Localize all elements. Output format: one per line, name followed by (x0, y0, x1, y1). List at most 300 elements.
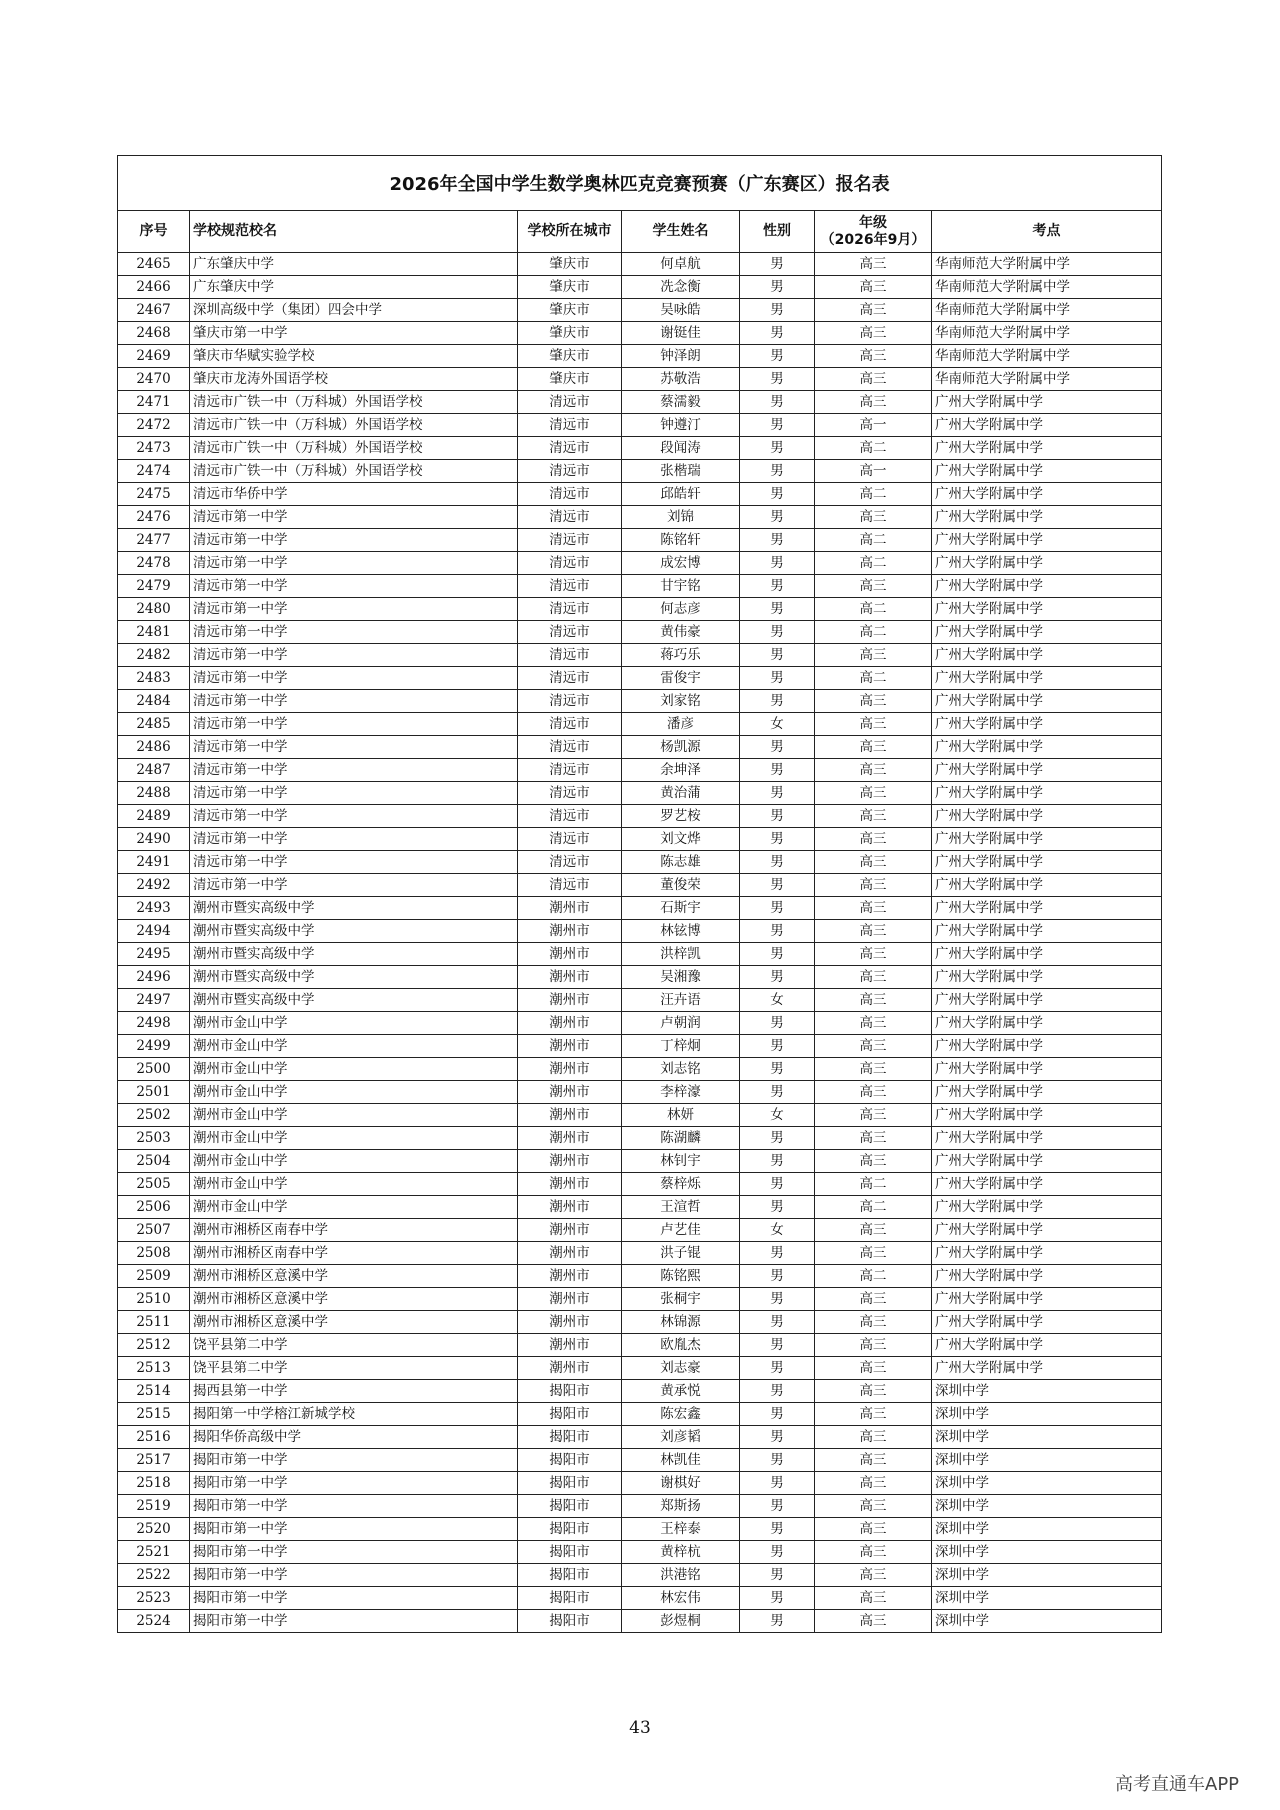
cell-seq: 2488 (118, 782, 190, 805)
cell-grade: 高三 (815, 1564, 932, 1587)
cell-venue: 广州大学附属中学 (932, 897, 1162, 920)
cell-venue: 广州大学附属中学 (932, 1150, 1162, 1173)
cell-seq: 2501 (118, 1081, 190, 1104)
cell-name: 蔡梓烁 (622, 1173, 740, 1196)
table-row (118, 759, 1162, 782)
cell-name: 董俊荣 (622, 874, 740, 897)
cell-seq: 2468 (118, 322, 190, 345)
cell-city: 清远市 (518, 460, 622, 483)
cell-school: 潮州市暨实高级中学 (190, 897, 518, 920)
cell-venue: 深圳中学 (932, 1426, 1162, 1449)
cell-school: 揭阳市第一中学 (190, 1518, 518, 1541)
table-row (118, 1219, 1162, 1242)
cell-grade: 高三 (815, 759, 932, 782)
cell-venue: 广州大学附属中学 (932, 437, 1162, 460)
cell-gender: 男 (740, 1403, 815, 1426)
cell-school: 揭西县第一中学 (190, 1380, 518, 1403)
cell-venue: 广州大学附属中学 (932, 391, 1162, 414)
table-row (118, 782, 1162, 805)
cell-gender: 男 (740, 460, 815, 483)
cell-seq: 2482 (118, 644, 190, 667)
table-row (118, 1150, 1162, 1173)
registration-sheet (117, 155, 1161, 1633)
cell-grade: 高三 (815, 1012, 932, 1035)
table-row (118, 1472, 1162, 1495)
table-row (118, 1495, 1162, 1518)
cell-school: 清远市第一中学 (190, 736, 518, 759)
cell-city: 潮州市 (518, 1035, 622, 1058)
table-row (118, 989, 1162, 1012)
cell-gender: 男 (740, 1150, 815, 1173)
cell-gender: 男 (740, 1449, 815, 1472)
cell-name: 林钊宇 (622, 1150, 740, 1173)
cell-grade: 高三 (815, 1541, 932, 1564)
cell-grade: 高三 (815, 897, 932, 920)
cell-name: 林锦源 (622, 1311, 740, 1334)
cell-name: 洪子锟 (622, 1242, 740, 1265)
cell-name: 陈铭熙 (622, 1265, 740, 1288)
cell-seq: 2465 (118, 253, 190, 276)
cell-gender: 男 (740, 253, 815, 276)
table-row (118, 1541, 1162, 1564)
cell-seq: 2510 (118, 1288, 190, 1311)
table-row (118, 575, 1162, 598)
cell-seq: 2522 (118, 1564, 190, 1587)
cell-grade: 高三 (815, 1035, 932, 1058)
cell-gender: 男 (740, 483, 815, 506)
cell-school: 清远市第一中学 (190, 575, 518, 598)
cell-seq: 2495 (118, 943, 190, 966)
cell-seq: 2508 (118, 1242, 190, 1265)
cell-school: 揭阳市第一中学 (190, 1472, 518, 1495)
table-row (118, 943, 1162, 966)
table-row (118, 1104, 1162, 1127)
cell-school: 广东肇庆中学 (190, 276, 518, 299)
table-row (118, 598, 1162, 621)
cell-gender: 男 (740, 1610, 815, 1633)
cell-seq: 2506 (118, 1196, 190, 1219)
cell-gender: 男 (740, 966, 815, 989)
cell-seq: 2494 (118, 920, 190, 943)
cell-gender: 男 (740, 851, 815, 874)
cell-venue: 广州大学附属中学 (932, 1357, 1162, 1380)
cell-seq: 2473 (118, 437, 190, 460)
cell-school: 揭阳市第一中学 (190, 1541, 518, 1564)
table-row (118, 345, 1162, 368)
cell-seq: 2489 (118, 805, 190, 828)
cell-grade: 高三 (815, 713, 932, 736)
cell-name: 刘文烨 (622, 828, 740, 851)
cell-name: 雷俊宇 (622, 667, 740, 690)
cell-grade: 高三 (815, 943, 932, 966)
cell-seq: 2521 (118, 1541, 190, 1564)
cell-grade: 高三 (815, 1449, 932, 1472)
cell-grade: 高三 (815, 1288, 932, 1311)
cell-name: 冼念衡 (622, 276, 740, 299)
cell-gender: 男 (740, 1081, 815, 1104)
cell-seq: 2518 (118, 1472, 190, 1495)
cell-school: 清远市第一中学 (190, 621, 518, 644)
cell-city: 潮州市 (518, 1196, 622, 1219)
table-row (118, 529, 1162, 552)
table-row (118, 805, 1162, 828)
cell-grade: 高二 (815, 1196, 932, 1219)
table-row (118, 713, 1162, 736)
cell-school: 清远市第一中学 (190, 874, 518, 897)
cell-gender: 男 (740, 368, 815, 391)
cell-school: 揭阳华侨高级中学 (190, 1426, 518, 1449)
table-row (118, 391, 1162, 414)
cell-name: 邱皓轩 (622, 483, 740, 506)
table-row (118, 1012, 1162, 1035)
cell-name: 林妍 (622, 1104, 740, 1127)
cell-school: 潮州市金山中学 (190, 1035, 518, 1058)
cell-seq: 2513 (118, 1357, 190, 1380)
cell-gender: 男 (740, 414, 815, 437)
table-row (118, 1173, 1162, 1196)
cell-name: 张桐宇 (622, 1288, 740, 1311)
cell-grade: 高三 (815, 782, 932, 805)
cell-seq: 2475 (118, 483, 190, 506)
cell-name: 王梓泰 (622, 1518, 740, 1541)
cell-venue: 广州大学附属中学 (932, 943, 1162, 966)
cell-city: 清远市 (518, 414, 622, 437)
cell-school: 揭阳市第一中学 (190, 1587, 518, 1610)
cell-city: 揭阳市 (518, 1495, 622, 1518)
cell-school: 清远市第一中学 (190, 667, 518, 690)
cell-school: 清远市第一中学 (190, 759, 518, 782)
cell-school: 清远市第一中学 (190, 782, 518, 805)
cell-venue: 深圳中学 (932, 1541, 1162, 1564)
cell-gender: 女 (740, 1104, 815, 1127)
cell-gender: 男 (740, 805, 815, 828)
table-row (118, 1610, 1162, 1633)
cell-grade: 高三 (815, 920, 932, 943)
cell-city: 潮州市 (518, 966, 622, 989)
cell-city: 清远市 (518, 644, 622, 667)
cell-grade: 高三 (815, 851, 932, 874)
cell-name: 罗艺桉 (622, 805, 740, 828)
cell-name: 苏敬浩 (622, 368, 740, 391)
cell-name: 黄伟豪 (622, 621, 740, 644)
table-row (118, 920, 1162, 943)
cell-city: 潮州市 (518, 1150, 622, 1173)
cell-seq: 2469 (118, 345, 190, 368)
table-row (118, 1357, 1162, 1380)
cell-seq: 2499 (118, 1035, 190, 1058)
header-venue: 考点 (932, 211, 1162, 253)
cell-grade: 高三 (815, 391, 932, 414)
cell-grade: 高三 (815, 644, 932, 667)
cell-school: 潮州市湘桥区意溪中学 (190, 1311, 518, 1334)
cell-city: 潮州市 (518, 1127, 622, 1150)
cell-gender: 男 (740, 575, 815, 598)
cell-name: 刘锦 (622, 506, 740, 529)
cell-city: 揭阳市 (518, 1472, 622, 1495)
cell-gender: 男 (740, 1196, 815, 1219)
cell-city: 清远市 (518, 483, 622, 506)
cell-name: 吴咏皓 (622, 299, 740, 322)
table-row (118, 276, 1162, 299)
cell-name: 林宏伟 (622, 1587, 740, 1610)
cell-venue: 深圳中学 (932, 1564, 1162, 1587)
cell-name: 潘彦 (622, 713, 740, 736)
cell-name: 林凯佳 (622, 1449, 740, 1472)
cell-gender: 男 (740, 391, 815, 414)
cell-venue: 广州大学附属中学 (932, 1334, 1162, 1357)
cell-city: 揭阳市 (518, 1380, 622, 1403)
cell-grade: 高二 (815, 621, 932, 644)
cell-seq: 2484 (118, 690, 190, 713)
cell-grade: 高二 (815, 437, 932, 460)
cell-school: 潮州市湘桥区南春中学 (190, 1219, 518, 1242)
cell-school: 潮州市湘桥区意溪中学 (190, 1288, 518, 1311)
table-title: 2026年全国中学生数学奥林匹克竞赛预赛（广东赛区）报名表 (118, 156, 1162, 211)
cell-grade: 高三 (815, 1150, 932, 1173)
cell-venue: 广州大学附属中学 (932, 667, 1162, 690)
cell-school: 揭阳市第一中学 (190, 1449, 518, 1472)
cell-grade: 高三 (815, 1104, 932, 1127)
cell-city: 清远市 (518, 690, 622, 713)
cell-city: 肇庆市 (518, 368, 622, 391)
cell-city: 肇庆市 (518, 276, 622, 299)
cell-city: 清远市 (518, 529, 622, 552)
cell-seq: 2523 (118, 1587, 190, 1610)
cell-name: 刘彦韬 (622, 1426, 740, 1449)
cell-gender: 男 (740, 1564, 815, 1587)
cell-venue: 华南师范大学附属中学 (932, 345, 1162, 368)
table-row (118, 253, 1162, 276)
header-school: 学校规范校名 (190, 211, 518, 253)
cell-seq: 2491 (118, 851, 190, 874)
cell-venue: 广州大学附属中学 (932, 1288, 1162, 1311)
cell-school: 清远市第一中学 (190, 529, 518, 552)
table-row (118, 1426, 1162, 1449)
cell-gender: 男 (740, 1541, 815, 1564)
cell-city: 潮州市 (518, 920, 622, 943)
cell-venue: 广州大学附属中学 (932, 414, 1162, 437)
cell-seq: 2471 (118, 391, 190, 414)
cell-grade: 高二 (815, 483, 932, 506)
cell-seq: 2517 (118, 1449, 190, 1472)
cell-venue: 广州大学附属中学 (932, 920, 1162, 943)
cell-venue: 华南师范大学附属中学 (932, 368, 1162, 391)
cell-venue: 广州大学附属中学 (932, 851, 1162, 874)
cell-venue: 广州大学附属中学 (932, 1104, 1162, 1127)
cell-name: 蔡濡毅 (622, 391, 740, 414)
cell-gender: 男 (740, 1495, 815, 1518)
cell-grade: 高三 (815, 575, 932, 598)
header-city: 学校所在城市 (518, 211, 622, 253)
cell-name: 丁梓炯 (622, 1035, 740, 1058)
cell-city: 揭阳市 (518, 1587, 622, 1610)
cell-venue: 广州大学附属中学 (932, 828, 1162, 851)
header-grade (815, 211, 932, 253)
cell-school: 潮州市金山中学 (190, 1150, 518, 1173)
cell-gender: 男 (740, 874, 815, 897)
cell-school: 饶平县第二中学 (190, 1357, 518, 1380)
table-row (118, 552, 1162, 575)
cell-school: 潮州市暨实高级中学 (190, 966, 518, 989)
cell-venue: 华南师范大学附属中学 (932, 276, 1162, 299)
table-row (118, 414, 1162, 437)
table-row (118, 1380, 1162, 1403)
cell-city: 潮州市 (518, 1058, 622, 1081)
cell-city: 揭阳市 (518, 1541, 622, 1564)
cell-seq: 2477 (118, 529, 190, 552)
header-grade-line2: （2026年9月） (820, 231, 926, 248)
cell-school: 饶平县第二中学 (190, 1334, 518, 1357)
cell-venue: 广州大学附属中学 (932, 1196, 1162, 1219)
cell-school: 清远市第一中学 (190, 598, 518, 621)
cell-name: 刘家铭 (622, 690, 740, 713)
cell-name: 王渲哲 (622, 1196, 740, 1219)
cell-school: 广东肇庆中学 (190, 253, 518, 276)
cell-seq: 2487 (118, 759, 190, 782)
table-row (118, 897, 1162, 920)
cell-grade: 高三 (815, 345, 932, 368)
cell-school: 潮州市金山中学 (190, 1058, 518, 1081)
cell-gender: 男 (740, 1127, 815, 1150)
cell-city: 潮州市 (518, 1104, 622, 1127)
table-row (118, 667, 1162, 690)
cell-venue: 深圳中学 (932, 1518, 1162, 1541)
cell-city: 清远市 (518, 874, 622, 897)
cell-venue: 广州大学附属中学 (932, 506, 1162, 529)
cell-grade: 高三 (815, 989, 932, 1012)
cell-school: 潮州市金山中学 (190, 1012, 518, 1035)
table-row (118, 1587, 1162, 1610)
cell-grade: 高三 (815, 1495, 932, 1518)
cell-seq: 2467 (118, 299, 190, 322)
cell-school: 潮州市暨实高级中学 (190, 989, 518, 1012)
cell-city: 潮州市 (518, 1081, 622, 1104)
cell-city: 清远市 (518, 851, 622, 874)
cell-name: 钟泽朗 (622, 345, 740, 368)
table-row (118, 483, 1162, 506)
cell-grade: 高三 (815, 1518, 932, 1541)
cell-city: 潮州市 (518, 943, 622, 966)
cell-gender: 男 (740, 782, 815, 805)
cell-school: 潮州市湘桥区意溪中学 (190, 1265, 518, 1288)
cell-seq: 2512 (118, 1334, 190, 1357)
cell-city: 清远市 (518, 805, 622, 828)
cell-school: 揭阳市第一中学 (190, 1495, 518, 1518)
cell-name: 石斯宇 (622, 897, 740, 920)
cell-seq: 2516 (118, 1426, 190, 1449)
cell-gender: 男 (740, 690, 815, 713)
cell-city: 潮州市 (518, 1334, 622, 1357)
cell-name: 吴湘豫 (622, 966, 740, 989)
cell-name: 黄梓杭 (622, 1541, 740, 1564)
cell-grade: 高三 (815, 966, 932, 989)
cell-city: 揭阳市 (518, 1426, 622, 1449)
cell-grade: 高三 (815, 253, 932, 276)
cell-name: 刘志豪 (622, 1357, 740, 1380)
cell-school: 揭阳市第一中学 (190, 1564, 518, 1587)
cell-seq: 2507 (118, 1219, 190, 1242)
cell-venue: 广州大学附属中学 (932, 805, 1162, 828)
cell-city: 揭阳市 (518, 1518, 622, 1541)
cell-school: 潮州市湘桥区南春中学 (190, 1242, 518, 1265)
cell-grade: 高三 (815, 1058, 932, 1081)
cell-seq: 2496 (118, 966, 190, 989)
cell-gender: 男 (740, 759, 815, 782)
cell-venue: 广州大学附属中学 (932, 1311, 1162, 1334)
table-row (118, 736, 1162, 759)
cell-city: 清远市 (518, 759, 622, 782)
header-row (118, 211, 1162, 253)
table-row (118, 1058, 1162, 1081)
table-row (118, 1127, 1162, 1150)
table-row (118, 1288, 1162, 1311)
cell-grade: 高三 (815, 1380, 932, 1403)
table-row (118, 1311, 1162, 1334)
cell-seq: 2502 (118, 1104, 190, 1127)
cell-name: 陈志雄 (622, 851, 740, 874)
cell-city: 清远市 (518, 828, 622, 851)
cell-city: 肇庆市 (518, 253, 622, 276)
cell-city: 肇庆市 (518, 345, 622, 368)
table-row (118, 874, 1162, 897)
cell-venue: 广州大学附属中学 (932, 644, 1162, 667)
cell-gender: 男 (740, 1357, 815, 1380)
cell-seq: 2504 (118, 1150, 190, 1173)
cell-city: 肇庆市 (518, 299, 622, 322)
cell-name: 谢棋好 (622, 1472, 740, 1495)
cell-grade: 高三 (815, 322, 932, 345)
cell-gender: 男 (740, 1426, 815, 1449)
cell-school: 潮州市暨实高级中学 (190, 943, 518, 966)
cell-grade: 高三 (815, 1219, 932, 1242)
cell-venue: 华南师范大学附属中学 (932, 299, 1162, 322)
cell-school: 潮州市暨实高级中学 (190, 920, 518, 943)
cell-seq: 2476 (118, 506, 190, 529)
cell-name: 谢铤佳 (622, 322, 740, 345)
cell-gender: 男 (740, 345, 815, 368)
cell-city: 潮州市 (518, 989, 622, 1012)
cell-venue: 广州大学附属中学 (932, 575, 1162, 598)
cell-seq: 2470 (118, 368, 190, 391)
cell-name: 钟遵汀 (622, 414, 740, 437)
cell-city: 清远市 (518, 667, 622, 690)
cell-school: 揭阳第一中学榕江新城学校 (190, 1403, 518, 1426)
table-row (118, 1265, 1162, 1288)
cell-grade: 高二 (815, 529, 932, 552)
table-row (118, 1334, 1162, 1357)
cell-name: 汪卉语 (622, 989, 740, 1012)
cell-name: 黄承悦 (622, 1380, 740, 1403)
cell-seq: 2474 (118, 460, 190, 483)
cell-gender: 男 (740, 1288, 815, 1311)
cell-grade: 高三 (815, 1610, 932, 1633)
cell-gender: 男 (740, 598, 815, 621)
cell-venue: 广州大学附属中学 (932, 759, 1162, 782)
cell-city: 清远市 (518, 506, 622, 529)
cell-city: 潮州市 (518, 1173, 622, 1196)
cell-gender: 男 (740, 1265, 815, 1288)
cell-venue: 深圳中学 (932, 1403, 1162, 1426)
cell-gender: 男 (740, 621, 815, 644)
cell-grade: 高三 (815, 1311, 932, 1334)
title-row (118, 156, 1162, 211)
cell-grade: 高三 (815, 276, 932, 299)
cell-city: 清远市 (518, 552, 622, 575)
cell-venue: 深圳中学 (932, 1495, 1162, 1518)
cell-city: 潮州市 (518, 1311, 622, 1334)
cell-seq: 2493 (118, 897, 190, 920)
cell-name: 杨凯源 (622, 736, 740, 759)
